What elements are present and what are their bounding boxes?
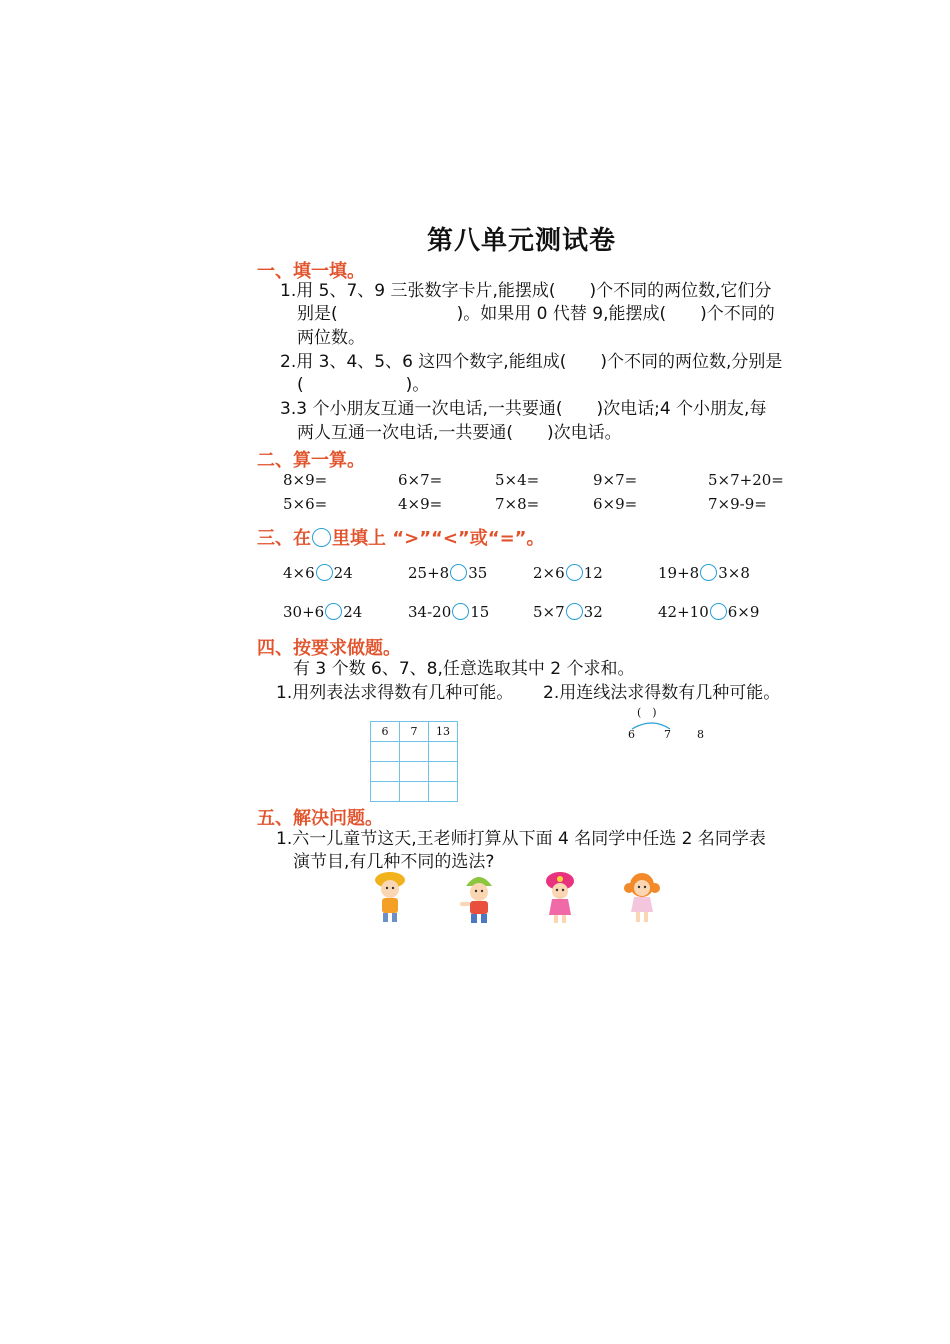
compare-item: 34-20 15 xyxy=(408,603,490,621)
answer-circle[interactable] xyxy=(710,603,727,620)
answer-circle[interactable] xyxy=(450,564,467,581)
line-number: 6 xyxy=(628,728,635,741)
calc-item: 9×7= xyxy=(593,471,638,489)
compare-item: 19+8 3×8 xyxy=(658,564,750,582)
kid-pink-hat-icon xyxy=(540,870,580,926)
fill-q3-line1: 3.3 个小朋友互通一次电话,一共要通( )次电话;4 个小朋友,每 xyxy=(280,399,767,419)
fill-q1-line1: 1.用 5、7、9 三张数字卡片,能摆成( )个不同的两位数,它们分 xyxy=(280,281,772,301)
table-cell[interactable] xyxy=(371,762,400,782)
section-heading-task: 四、按要求做题。 xyxy=(257,638,401,659)
answer-circle[interactable] xyxy=(325,603,342,620)
section-heading-compare: 三、在 里填上 “>”“<”或“=”。 xyxy=(257,528,545,549)
answer-circle[interactable] xyxy=(700,564,717,581)
calc-item: 8×9= xyxy=(283,471,328,489)
calc-item: 6×9= xyxy=(593,495,638,513)
circle-icon xyxy=(312,528,331,547)
task-sub1: 1.用列表法求得数有几种可能。 xyxy=(276,683,514,703)
table-cell[interactable] xyxy=(400,742,429,762)
compare-item: 30+6 24 xyxy=(283,603,363,621)
fill-q1-line3: 两位数。 xyxy=(297,328,365,348)
table-cell[interactable] xyxy=(400,762,429,782)
table-cell: 6 xyxy=(371,722,400,742)
task-sub2: 2.用连线法求得数有几种可能。 xyxy=(543,683,781,703)
calc-item: 5×6= xyxy=(283,495,328,513)
list-table xyxy=(370,721,458,802)
compare-item: 25+8 35 xyxy=(408,564,488,582)
section-heading-calc: 二、算一算。 xyxy=(257,450,365,471)
table-cell[interactable] xyxy=(371,742,400,762)
compare-item: 5×7 32 xyxy=(533,603,603,621)
line-number: 8 xyxy=(697,728,704,741)
fill-q1-line2: 别是( )。如果用 0 代替 9,能摆成( )个不同的 xyxy=(297,304,775,324)
table-cell[interactable] xyxy=(400,782,429,802)
task-intro: 有 3 个数 6、7、8,任意选取其中 2 个求和。 xyxy=(293,659,635,679)
table-cell[interactable] xyxy=(371,782,400,802)
calc-item: 4×9= xyxy=(398,495,443,513)
problem-q1-line1: 1.六一儿童节这天,王老师打算从下面 4 名同学中任选 2 名同学表 xyxy=(276,829,766,849)
kid-green-hat-icon xyxy=(456,870,502,926)
kid-orange-hair-icon xyxy=(622,870,662,926)
answer-circle[interactable] xyxy=(566,564,583,581)
fill-q2-line1: 2.用 3、4、5、6 这四个数字,能组成( )个不同的两位数,分别是 xyxy=(280,352,783,372)
line-paren: ( ) xyxy=(637,706,657,719)
kid-yellow-hat-icon xyxy=(370,870,410,926)
answer-circle[interactable] xyxy=(452,603,469,620)
table-cell[interactable] xyxy=(429,762,458,782)
problem-q1-line2: 演节目,有几种不同的选法? xyxy=(293,852,495,872)
calc-item: 6×7= xyxy=(398,471,443,489)
section-heading-fill: 一、填一填。 xyxy=(257,261,365,282)
page-title: 第八单元测试卷 xyxy=(427,226,617,256)
compare-item: 42+10 6×9 xyxy=(658,603,760,621)
table-cell: 7 xyxy=(400,722,429,742)
calc-item: 7×8= xyxy=(495,495,540,513)
compare-item: 4×6 24 xyxy=(283,564,353,582)
calc-item: 5×4= xyxy=(495,471,540,489)
table-cell[interactable] xyxy=(429,742,458,762)
calc-item: 7×9-9= xyxy=(708,495,767,513)
calc-item: 5×7+20= xyxy=(708,471,784,489)
fill-q2-line2: ( )。 xyxy=(297,375,430,395)
fill-q3-line2: 两人互通一次电话,一共要通( )次电话。 xyxy=(297,423,622,443)
section-heading-problem: 五、解决问题。 xyxy=(257,808,383,829)
answer-circle[interactable] xyxy=(316,564,333,581)
answer-circle[interactable] xyxy=(566,603,583,620)
line-number: 7 xyxy=(664,728,671,741)
table-cell[interactable] xyxy=(429,782,458,802)
compare-item: 2×6 12 xyxy=(533,564,603,582)
table-cell: 13 xyxy=(429,722,458,742)
